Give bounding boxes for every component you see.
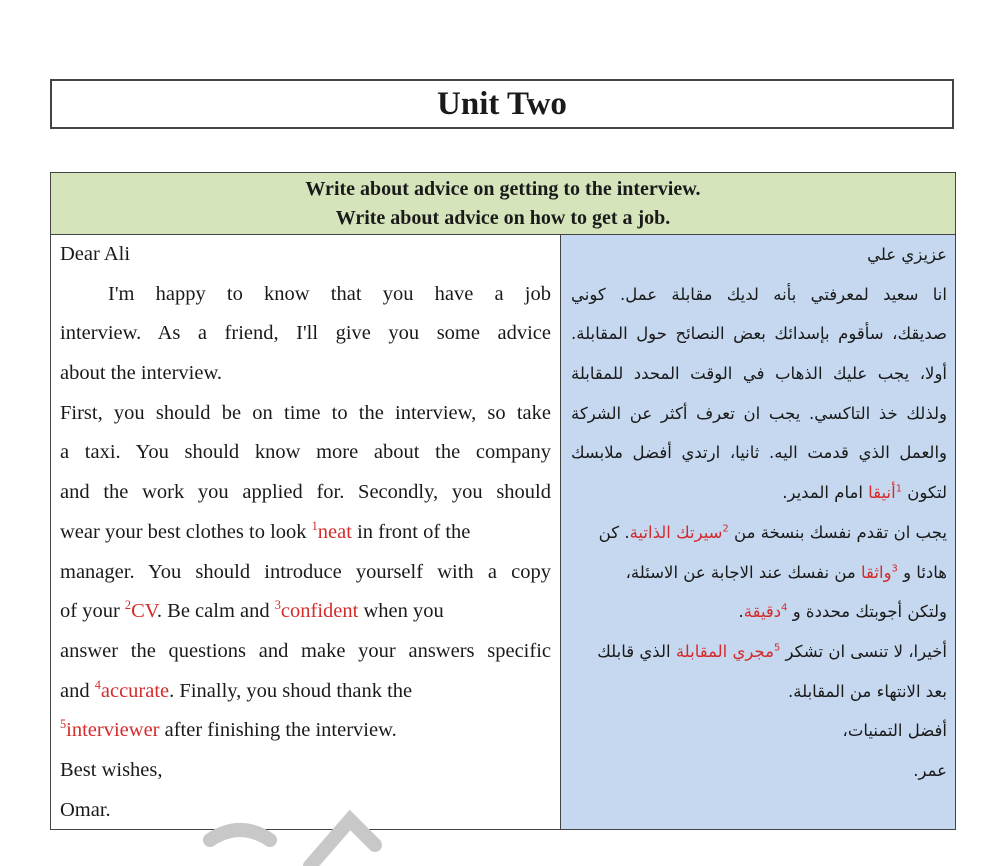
en-text: and [60, 679, 95, 702]
ar-text: يجب ان تقدم نفسك بنسخة من [728, 522, 947, 542]
vocab-word: CV [131, 600, 157, 623]
footnote-number: 4 [781, 602, 788, 614]
en-line [60, 592, 551, 632]
task-line-1: Write about advice on getting to the interview. [305, 177, 701, 200]
en-signature: Omar. [60, 798, 111, 821]
vocab-word: interviewer [66, 719, 160, 742]
en-text: of your [60, 600, 125, 623]
unit-title: Unit Two [50, 79, 954, 129]
en-line: about the interview. [60, 362, 223, 385]
en-text: . Be calm and [156, 600, 275, 623]
en-line: a taxi. You should know more about the company [60, 441, 551, 464]
en-text: after finishing the interview. [159, 719, 397, 742]
footnote-number: 1 [311, 518, 318, 533]
en-line: I'm happy to know that you have a job [108, 282, 551, 305]
ar-line: انا سعيد لمعرفتي بأنه لديك مقابلة عمل. كوني [571, 284, 947, 304]
footnote-number: 4 [94, 677, 101, 692]
arabic-translation [561, 235, 955, 829]
ar-line [571, 513, 947, 553]
en-line: and the work you applied for. Secondly, you should [60, 481, 551, 504]
english-letter [51, 235, 561, 829]
footnote-number: 5 [774, 642, 781, 654]
footnote-number: 3 [274, 598, 281, 613]
en-greeting: Dear Ali [60, 243, 131, 265]
en-line: First, you should be on time to the interview, so take [60, 401, 551, 424]
en-line: manager. You should introduce yourself with a copy [60, 560, 551, 583]
vocab-word: neat [317, 520, 352, 543]
footnote-number: 2 [722, 523, 729, 535]
ar-signature: عمر. [913, 760, 947, 780]
en-line [60, 513, 551, 553]
ar-line: أولا، يجب عليك الذهاب في الوقت المحدد للمقابلة [571, 364, 947, 384]
en-text: when you [358, 600, 444, 623]
ar-line [571, 632, 947, 672]
en-line: interview. As a friend, I'll give you some advice [60, 322, 551, 345]
letter-table [50, 172, 956, 830]
en-text: wear your best clothes to look [60, 520, 312, 543]
ar-text: من نفسك عند الاجابة عن الاسئلة، [625, 562, 862, 582]
ar-line: بعد الانتهاء من المقابلة. [788, 681, 947, 701]
footnote-number: 5 [60, 717, 67, 732]
vocab-word: confident [280, 600, 359, 623]
ar-text: . كن [598, 522, 630, 542]
vocab-word: سيرتك الذاتية [629, 522, 723, 542]
ar-line: صديقك، سأقوم بإسدائك بعض النصائح حول المقابلة. [571, 324, 947, 344]
ar-line [571, 473, 947, 513]
ar-line: ولذلك خذ التاكسي. يجب ان تعرف أكثر عن الشركة [571, 403, 947, 423]
en-text: in front of the [351, 520, 471, 543]
ar-text: أخيرا، لا تنسى ان تشكر [780, 641, 947, 661]
ar-text: لتكون [901, 483, 947, 503]
ar-text: امام المدير. [782, 483, 869, 503]
ar-text: هادئا و [897, 562, 947, 582]
en-closing: Best wishes, [60, 758, 163, 781]
task-line-2: Write about advice on how to get a job. [335, 206, 671, 229]
ar-greeting: عزيزي علي [867, 245, 947, 264]
ar-text: ولتكن أجوبتك محددة و [787, 602, 947, 622]
vocab-word: واثقا [861, 562, 892, 582]
ar-text: . [738, 602, 744, 622]
en-line: answer the questions and make your answers specific [60, 639, 551, 662]
ar-closing: أفضل التمنيات، [842, 721, 947, 741]
vocab-word: مجري المقابلة [675, 641, 775, 661]
footnote-number: 2 [124, 598, 132, 613]
ar-line: والعمل الذي قدمت اليه. ثانيا، ارتدي أفضل ملابسك [571, 443, 947, 463]
vocab-word: accurate [100, 679, 170, 702]
footnote-number: 3 [891, 563, 898, 574]
en-text: . Finally, you shoud thank the [169, 679, 413, 702]
en-line [60, 711, 551, 751]
en-line [60, 672, 551, 712]
vocab-word: أنيقا [868, 483, 896, 503]
watermark-graphic [200, 800, 460, 866]
ar-line [571, 592, 947, 632]
ar-line [571, 553, 947, 593]
vocab-word: دقيقة [743, 602, 782, 622]
footnote-number: 1 [895, 483, 902, 495]
task-header [51, 173, 955, 235]
ar-text: الذي قابلك [597, 641, 676, 661]
